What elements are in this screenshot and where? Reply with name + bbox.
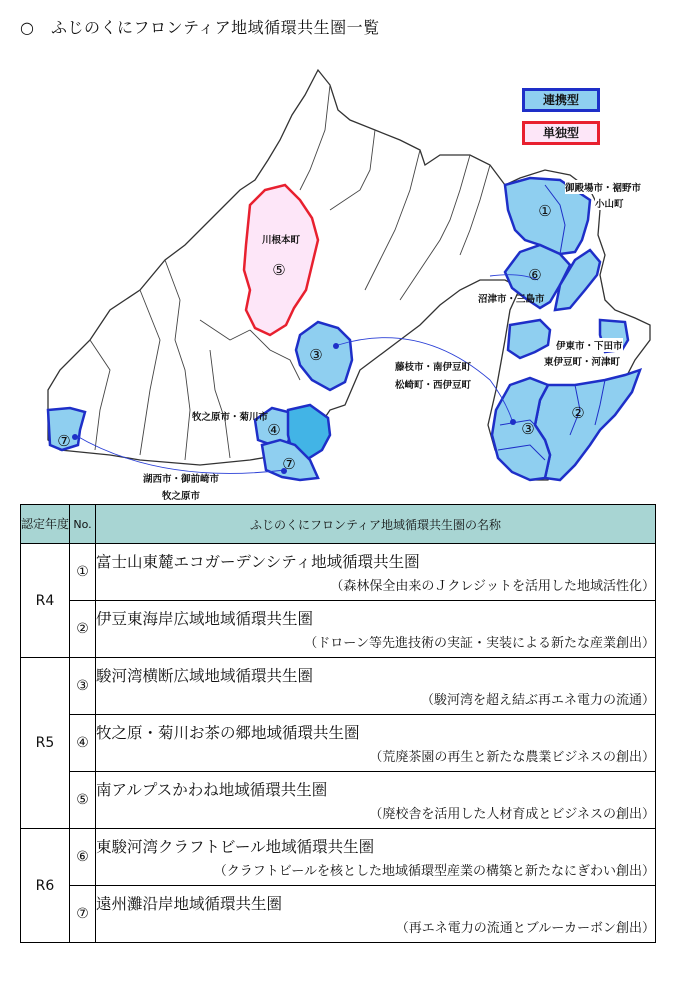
table-row — [21, 772, 656, 829]
table-row — [21, 658, 656, 715]
table-row — [21, 715, 656, 772]
marker-6: ⑥ — [528, 266, 542, 284]
label-oyama: 小山町 — [595, 196, 624, 210]
name-cell — [96, 544, 656, 601]
no-cell: ⑥ — [70, 829, 96, 886]
marker-7-east: ⑦ — [282, 455, 296, 473]
label-makinohara-kikugawa: 牧之原市・菊川市 — [192, 412, 269, 423]
legend-renkei: 連携型 — [522, 88, 600, 112]
header-no: No. — [70, 505, 96, 544]
table-row — [21, 886, 656, 943]
region-theme: （再エネ電力の流通とブルーカーボン創出） — [395, 921, 655, 936]
label-numazu: 沼津市・三島市 — [478, 294, 545, 305]
region-theme: （森林保全由来のＪクレジットを活用した地域活性化） — [330, 579, 655, 594]
table-row — [21, 601, 656, 658]
page-title: ○ ふじのくにフロンティア地域循環共生圏一覧 — [20, 18, 380, 37]
no-cell: ② — [70, 601, 96, 658]
header-name: ふじのくにフロンティア地域循環共生圏の名称 — [96, 505, 656, 544]
marker-1: ① — [538, 202, 552, 220]
region-theme: （ドローン等先進技術の実証・実装による新たな産業創出） — [304, 636, 655, 651]
region-name: 遠州灘沿岸地域循環共生圏 — [96, 895, 283, 913]
label-kosai: 湖西市・御前崎市 — [143, 474, 220, 485]
no-cell: ③ — [70, 658, 96, 715]
marker-5: ⑤ — [272, 261, 286, 279]
name-cell — [96, 658, 656, 715]
label-fujieda: 藤枝市・南伊豆町 — [395, 362, 472, 373]
year-cell: R4 — [21, 544, 70, 658]
no-cell: ⑦ — [70, 886, 96, 943]
region-2c — [535, 370, 640, 480]
marker-2: ② — [571, 404, 585, 422]
region-name: 伊豆東海岸広域地域循環共生圏 — [96, 610, 314, 628]
marker-4: ④ — [267, 421, 281, 439]
region-theme: （廃校舎を活用した人材育成とビジネスの創出） — [369, 807, 655, 822]
label-makinohara: 牧之原市 — [162, 491, 201, 502]
region-name: 東駿河湾クラフトビール地域循環共生圏 — [96, 838, 375, 856]
region-theme: （駿河湾を超え結ぶ再エネ電力の流通） — [420, 693, 655, 708]
year-cell: R6 — [21, 829, 70, 943]
marker-3-fujieda: ③ — [309, 346, 323, 364]
label-gotemba: 御殿場市・裾野市 — [565, 180, 641, 194]
label-matsuzaki: 松崎町・西伊豆町 — [395, 380, 472, 391]
region-name: 富士山東麓エコガーデンシティ地域循環共生圏 — [96, 553, 420, 571]
name-cell — [96, 601, 656, 658]
table-row — [21, 544, 656, 601]
region-theme: （クラフトビールを核とした地域循環型産業の構築と新たなにぎわい創出） — [213, 864, 655, 879]
marker-7-west: ⑦ — [57, 432, 71, 450]
no-cell: ① — [70, 544, 96, 601]
table-row — [21, 829, 656, 886]
region-name: 牧之原・菊川お茶の郷地域循環共生圏 — [96, 724, 360, 742]
no-cell: ④ — [70, 715, 96, 772]
name-cell — [96, 772, 656, 829]
year-cell: R5 — [21, 658, 70, 829]
label-higashiizu: 東伊豆町・河津町 — [544, 354, 620, 368]
region-table — [20, 504, 656, 943]
name-cell — [96, 886, 656, 943]
region-name: 駿河湾横断広域地域循環共生圏 — [96, 667, 314, 685]
no-cell: ⑤ — [70, 772, 96, 829]
region-name: 南アルプスかわね地域循環共生圏 — [96, 781, 328, 799]
header-year: 認定年度 — [21, 505, 70, 544]
label-ito: 伊東市・下田市 — [556, 338, 623, 352]
name-cell — [96, 715, 656, 772]
name-cell — [96, 829, 656, 886]
label-kawanehon: 川根本町 — [262, 235, 301, 246]
marker-3-izu: ③ — [521, 420, 535, 438]
legend-tandoku: 単独型 — [522, 121, 600, 145]
region-theme: （荒廃茶園の再生と新たな農業ビジネスの創出） — [369, 750, 655, 765]
